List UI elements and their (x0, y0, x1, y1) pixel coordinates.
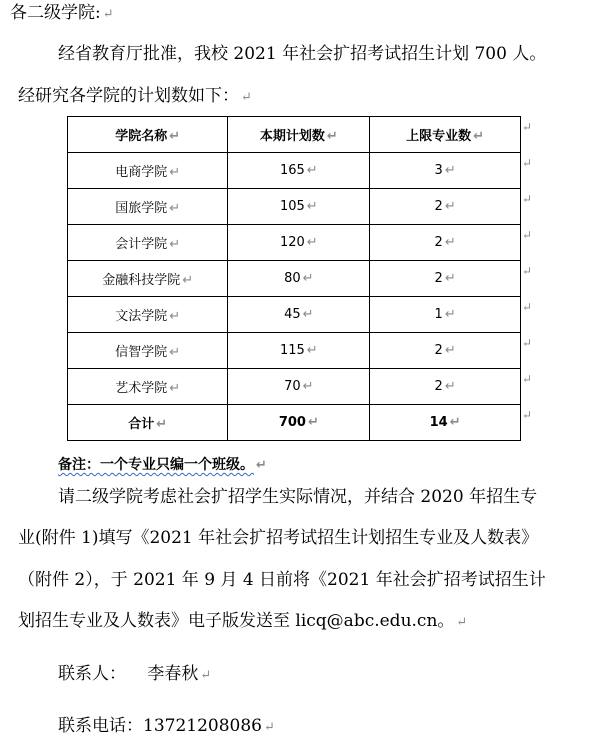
cell-major-limit: 2 ↵ (370, 189, 521, 225)
table-row (68, 297, 521, 333)
table-header-row (68, 117, 521, 153)
phone-label: 联系电话： (58, 716, 143, 736)
cell-college: 国旅学院 ↵ (68, 189, 228, 225)
table-total-row (68, 405, 521, 441)
request-text-3: （附件 2），于 2021 年 9 月 4 日前将《2021 年社会扩招考试招生计 (18, 570, 546, 590)
cell-major-limit: 2 ↵ (370, 225, 521, 261)
header-plan-count: 本期计划数 ↵ (228, 117, 370, 153)
cell-college: 艺术学院 ↵ (68, 369, 228, 405)
cell-plan-count: 165 ↵ (228, 153, 370, 189)
table-row (68, 153, 521, 189)
contact-label: 联系人： (58, 664, 126, 684)
cell-college: 文法学院 ↵ (68, 297, 228, 333)
cell-major-limit: 2 ↵ (370, 333, 521, 369)
cell-college: 金融科技学院 ↵ (68, 261, 228, 297)
table-row (68, 333, 521, 369)
row-end-mark-icon: ↵ (522, 408, 533, 422)
greeting-line (10, 2, 114, 26)
cell-plan-count: 80 ↵ (228, 261, 370, 297)
paragraph-mark-icon: ↵ (263, 720, 275, 735)
intro-line-2 (18, 85, 252, 109)
plan-table (67, 116, 521, 441)
row-end-mark-icon: ↵ (522, 300, 533, 314)
cell-major-limit: 1 ↵ (370, 297, 521, 333)
paragraph-mark-icon: ↵ (241, 90, 252, 105)
row-end-mark-icon: ↵ (522, 120, 533, 134)
paragraph-mark-icon: ↵ (256, 458, 267, 473)
phone-line (58, 715, 275, 739)
cell-college: 会计学院 ↵ (68, 225, 228, 261)
request-line-4 (18, 610, 467, 634)
header-college: 学院名称 ↵ (68, 117, 228, 153)
phone-number: 13721208086 (143, 716, 262, 736)
row-end-mark-icon: ↵ (522, 336, 533, 350)
greeting-text: 各二级学院: (10, 3, 101, 23)
intro-line-1 (58, 43, 546, 65)
paragraph-mark-icon: ↵ (456, 615, 468, 630)
contact-name: 李春秋 (147, 664, 199, 684)
request-line-2 (18, 527, 538, 549)
cell-plan-count: 70 ↵ (228, 369, 370, 405)
table-row (68, 261, 521, 297)
paragraph-mark-icon: ↵ (102, 7, 114, 22)
intro-text-2: 经研究各学院的计划数如下： (18, 86, 239, 106)
contact-line (58, 663, 211, 687)
row-end-mark-icon: ↵ (522, 228, 533, 242)
note-line (58, 454, 267, 477)
note-text: 备注：一个专业只编一个班级。 (58, 457, 254, 473)
cell-total-plan: 700 ↵ (228, 405, 370, 441)
table-row (68, 189, 521, 225)
cell-major-limit: 2 ↵ (370, 261, 521, 297)
request-text-4: 划招生专业及人数表》电子版发送至 licq@abc.edu.cn。 (18, 611, 455, 631)
intro-text-1: 经省教育厅批准，我校 2021 年社会扩招考试招生计划 700 人。 (58, 44, 547, 64)
request-line-1 (58, 486, 537, 508)
cell-total-label: 合计 ↵ (68, 405, 228, 441)
cell-plan-count: 120 ↵ (228, 225, 370, 261)
cell-major-limit: 2 ↵ (370, 369, 521, 405)
cell-major-limit: 3 ↵ (370, 153, 521, 189)
cell-college: 电商学院 ↵ (68, 153, 228, 189)
cell-plan-count: 105 ↵ (228, 189, 370, 225)
header-major-limit: 上限专业数 ↵ (370, 117, 521, 153)
cell-plan-count: 45 ↵ (228, 297, 370, 333)
request-text-2: 业(附件 1)填写《2021 年社会扩招考试招生计划招生专业及人数表》 (18, 528, 539, 548)
row-end-mark-icon: ↵ (522, 192, 533, 206)
request-line-3 (18, 569, 546, 591)
row-end-mark-icon: ↵ (522, 264, 533, 278)
row-end-mark-icon: ↵ (522, 156, 533, 170)
table-row (68, 369, 521, 405)
request-text-1: 请二级学院考虑社会扩招学生实际情况，并结合 2020 年招生专 (58, 487, 538, 507)
cell-total-major: 14 ↵ (370, 405, 521, 441)
table-row (68, 225, 521, 261)
row-end-mark-icon: ↵ (522, 372, 533, 386)
cell-plan-count: 115 ↵ (228, 333, 370, 369)
cell-college: 信智学院 ↵ (68, 333, 228, 369)
paragraph-mark-icon: ↵ (200, 668, 212, 683)
